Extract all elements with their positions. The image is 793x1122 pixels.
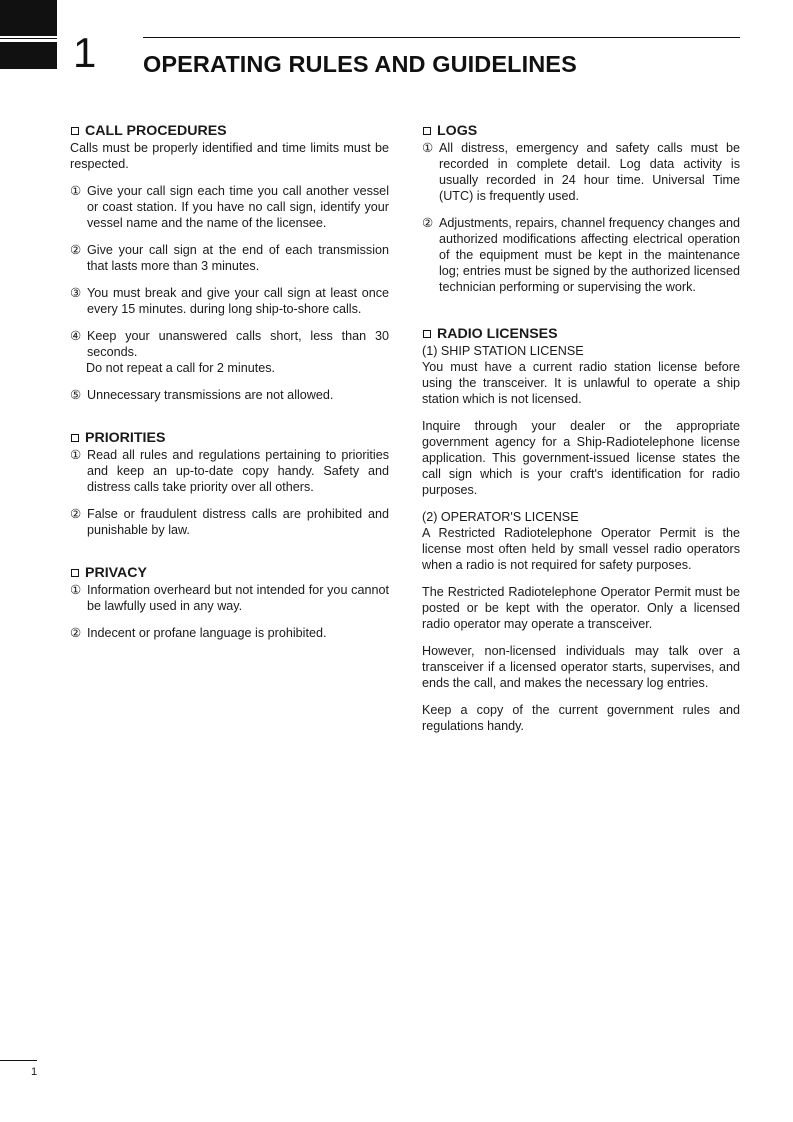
item-marker: ① [70, 583, 82, 597]
item-text: Give your call sign each time you call another vessel or coast station. If you have no call sign, identify your vessel name and the name of the licensee. [87, 184, 389, 230]
item-text: Adjustments, repairs, channel frequency changes and authorized modifications affecting electrical operation of the equipment must be kept in the maintenance log; entries must be signed by the authorized licensed technician performing or supervising the work. [439, 216, 740, 294]
section-radio-licenses [422, 325, 740, 734]
item-text: False or fraudulent distress calls are prohibited and punishable by law. [87, 507, 389, 537]
list-item [422, 215, 740, 295]
item-text: Keep your unanswered calls short, less than 30 seconds. [87, 329, 389, 359]
section-heading-label: LOGS [437, 123, 478, 139]
section-heading [422, 325, 740, 343]
item-text: You must break and give your call sign at least once every 15 minutes. during long ship-to-shore calls. [87, 286, 389, 316]
section-heading-label: PRIORITIES [85, 430, 166, 446]
section-heading-label: CALL PROCEDURES [85, 123, 227, 139]
checkbox-bullet-icon [423, 330, 431, 338]
chapter-number: 1 [73, 29, 97, 76]
list-item [70, 183, 389, 231]
item-marker: ② [70, 243, 82, 257]
list-item [70, 328, 389, 376]
list-item [70, 285, 389, 317]
list-item [70, 242, 389, 274]
item-text: Indecent or profane language is prohibited. [87, 626, 327, 640]
paragraph: However, non-licensed individuals may talk over a transceiver if a licensed operator starts, supervises, and ends the call, and makes the necessary log entries. [422, 644, 740, 690]
footer-rule [0, 1060, 37, 1061]
item-marker: ② [422, 216, 434, 230]
checkbox-bullet-icon [71, 569, 79, 577]
item-text: Read all rules and regulations pertaining to priorities and keep an up-to-date copy handy. Safety and distress calls take priority over all others. [87, 448, 389, 494]
checkbox-bullet-icon [71, 434, 79, 442]
chapter-tab-top [0, 0, 57, 36]
section-heading [422, 122, 740, 140]
section-heading [70, 429, 389, 447]
section-call-procedures [70, 122, 389, 403]
section-heading-label: PRIVACY [85, 565, 148, 581]
section-priorities [70, 429, 389, 538]
chapter-tab-rule [0, 38, 57, 39]
item-marker: ② [70, 626, 82, 640]
subsection-heading-ship-station: (1) SHIP STATION LICENSE [422, 344, 584, 358]
item-marker: ① [70, 448, 82, 462]
paragraph: The Restricted Radiotelephone Operator Permit must be posted or be kept with the operator. Only a licensed radio operator may operate a transceiver. [422, 585, 740, 631]
section-heading [70, 564, 389, 582]
section-logs [422, 122, 740, 295]
item-marker: ④ [70, 329, 82, 343]
item-text: Information overheard but not intended for you cannot be lawfully used in any way. [87, 583, 389, 613]
paragraph: A Restricted Radiotelephone Operator Permit is the license most often held by small vessel radio operators when a radio is not required for safety purposes. [422, 526, 740, 572]
checkbox-bullet-icon [423, 127, 431, 135]
list-item [70, 582, 389, 614]
item-text: All distress, emergency and safety calls must be recorded in complete detail. Log data activity is usually recorded in 24 hour time. Universal Time (UTC) is frequently used. [439, 141, 740, 203]
right-column [422, 122, 740, 753]
checkbox-bullet-icon [71, 127, 79, 135]
list-item [70, 387, 389, 403]
paragraph: You must have a current radio station license before using the transceiver. It is unlawful to operate a ship station which is not licensed. [422, 360, 740, 406]
section-heading [70, 122, 389, 140]
item-marker: ① [70, 184, 82, 198]
chapter-tab-bottom [0, 42, 57, 69]
item-marker: ⑤ [70, 388, 82, 402]
section-intro: Calls must be properly identified and time limits must be respected. [70, 141, 389, 171]
left-column [70, 122, 389, 660]
subsection-heading-operator: (2) OPERATOR'S LICENSE [422, 510, 579, 524]
list-item [422, 140, 740, 204]
list-item [70, 506, 389, 538]
item-marker: ① [422, 141, 434, 155]
page-title: OPERATING RULES AND GUIDELINES [143, 51, 577, 77]
title-rule [143, 37, 740, 38]
item-text: Unnecessary transmissions are not allowed. [87, 388, 334, 402]
paragraph: Keep a copy of the current government rules and regulations handy. [422, 703, 740, 733]
paragraph: Inquire through your dealer or the appropriate government agency for a Ship-Radiotelephone license application. This government-issued license states the call sign which is your craft's identification for radio purposes. [422, 419, 740, 497]
list-item [70, 447, 389, 495]
list-item [70, 625, 389, 641]
item-marker: ③ [70, 286, 82, 300]
item-text: Give your call sign at the end of each transmission that lasts more than 3 minutes. [87, 243, 389, 273]
section-heading-label: RADIO LICENSES [437, 326, 558, 342]
item-marker: ② [70, 507, 82, 521]
page-number: 1 [31, 1066, 38, 1078]
section-privacy [70, 564, 389, 641]
item-note: Do not repeat a call for 2 minutes. [86, 361, 276, 375]
